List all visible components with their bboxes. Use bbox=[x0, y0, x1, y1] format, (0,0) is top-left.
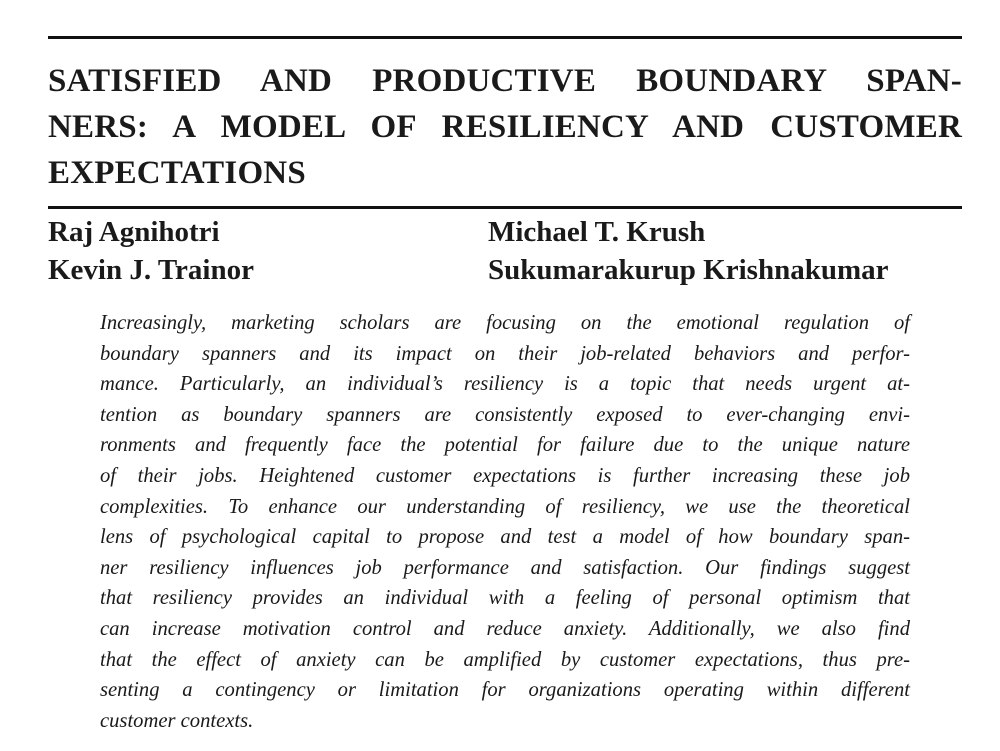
abstract-line: ronments and frequently face the potential for failure due to the unique nature bbox=[100, 434, 910, 457]
abstract-line: Increasingly, marketing scholars are focusing on the emotional regulation of bbox=[100, 312, 910, 334]
abstract-line: customer contexts. bbox=[100, 709, 254, 732]
paper-title bbox=[48, 58, 962, 196]
abstract-line: of their jobs. Heightened customer expectations is further increasing these job bbox=[100, 464, 910, 487]
author-name: Kevin J. Trainor bbox=[48, 254, 254, 286]
abstract-line: can increase motivation control and reduce anxiety. Additionally, we also find bbox=[100, 617, 910, 640]
author-name: Sukumarakurup Krishnakumar bbox=[488, 254, 889, 286]
abstract-line: boundary spanners and its impact on their job-related behaviors and perfor- bbox=[100, 342, 910, 365]
author-name: Michael T. Krush bbox=[488, 216, 706, 248]
author-name: Raj Agnihotri bbox=[48, 216, 220, 248]
abstract-line: mance. Particularly, an individual’s resiliency is a topic that needs urgent at- bbox=[100, 373, 910, 396]
abstract-line: ner resiliency influences job performance and satisfaction. Our findings suggest bbox=[100, 556, 910, 579]
abstract-line: lens of psychological capital to propose and test a model of how boundary span- bbox=[100, 526, 910, 549]
abstract-line: that resiliency provides an individual with a feeling of personal optimism that bbox=[100, 587, 910, 610]
abstract-line: that the effect of anxiety can be amplified by customer expectations, thus pre- bbox=[100, 648, 910, 671]
title-line: EXPECTATIONS bbox=[48, 155, 306, 191]
author-list bbox=[48, 212, 962, 292]
title-line: SATISFIED AND PRODUCTIVE BOUNDARY SPAN- bbox=[48, 63, 962, 99]
abstract bbox=[100, 308, 910, 736]
abstract-line: complexities. To enhance our understanding of resiliency, we use the theoretical bbox=[100, 495, 910, 518]
title-rule bbox=[48, 206, 962, 209]
abstract-line: senting a contingency or limitation for organizations operating within different bbox=[100, 679, 910, 702]
title-line: NERS: A MODEL OF RESILIENCY AND CUSTOMER bbox=[48, 109, 962, 145]
abstract-line: tention as boundary spanners are consistently exposed to ever-changing envi- bbox=[100, 403, 910, 426]
top-rule bbox=[48, 36, 962, 39]
